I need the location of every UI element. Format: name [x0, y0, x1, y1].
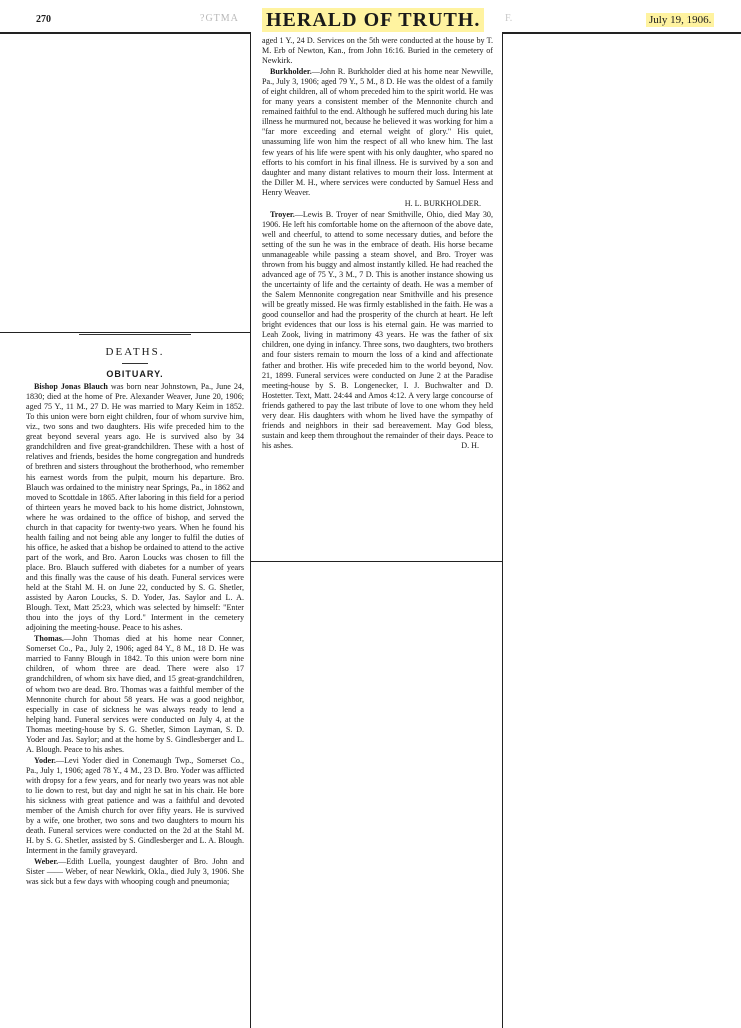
issue-date: July 19, 1906. — [646, 13, 714, 27]
obituary-entry — [262, 210, 493, 451]
left-column — [26, 334, 244, 1026]
obituary-name: Yoder. — [34, 755, 56, 765]
obituary-text: —Edith Luella, youngest daughter of Bro. John and Sister —— Weber, of near Newkirk, Okla., died July 3, 1906. She was sick but a few days with whooping cough and pneumonia; — [26, 857, 244, 887]
faded-header-text-left: ?GTMA — [200, 13, 239, 24]
right-section-rule — [250, 561, 503, 562]
obituary-entry — [26, 857, 244, 887]
deaths-heading: DEATHS. — [105, 346, 165, 358]
masthead-title: HERALD OF TRUTH. — [262, 8, 484, 32]
obituary-entry — [26, 382, 244, 633]
obituary-initials: D. H. — [461, 440, 479, 450]
page-number: 270 — [36, 14, 51, 25]
left-section-top-rule — [0, 332, 250, 333]
obituary-name: Weber. — [34, 857, 59, 867]
obituary-heading: OBITUARY. — [106, 369, 164, 380]
obituary-entry — [262, 67, 493, 198]
deaths-top-rule — [79, 334, 191, 335]
faded-header-text-right: F. — [505, 13, 513, 24]
obituary-entry — [26, 634, 244, 755]
column-divider-left — [250, 32, 251, 1028]
obituary-text: —John Thomas died at his home near Conner, Somerset Co., Pa., July 2, 1906; aged 84 Y., 8 M., 18 D. He was married to Fanny Blough in 1842. To this union were born nine children, of whom three are dead. There were also 17 grandchildren, of whom six have died, and 15 great-grandchildren, of whom two are dead. Bro. Thomas was a faithful member of the Mennonite church for about 58 years. He was a good neighbor, especially in case of sickness he was always ready to lend a helping hand. Funeral services were conducted on July 4, at the Thomas meeting-house by S. G. Shetler, Simon Layman, S. D. Yoder and Jas. Saylor; and at the home by S. Gindlesberger and L. A. Blough. Peace to his ashes. — [26, 634, 244, 754]
column-divider-right — [502, 32, 503, 1028]
obituary-name: Troyer. — [270, 209, 295, 219]
deaths-bottom-rule — [122, 363, 148, 364]
obituary-name: Bishop Jonas Blauch — [34, 382, 108, 392]
obituary-entry — [26, 756, 244, 856]
obituary-text: aged 1 Y., 24 D. Services on the 5th were conducted at the house by T. M. Erb of Newton, Kan., from John 16:16. Buried in the cemetery of Newkirk. — [262, 36, 493, 66]
obituary-name: Burkholder. — [270, 67, 312, 77]
header-rule-right — [503, 32, 741, 34]
obituary-text: —John R. Burkholder died at his home near Newville, Pa., July 3, 1906; aged 79 Y., 5 M., 8 D. He was the oldest of a family of eight children, all of whom preceded him to the spirit world. He was for many years a consistent member of the Mennonite church and remained faithful to the end. Although he suffered much during his late illness he murmured not, because he believed it was working for him a "far more exceeding and eternal weight of glory." His quiet, unassuming life won him the respect of all who knew him. The last few years of his life were spent with his only daughter, who spared no efforts to his comfort in his final illness. He is survived by a son and daughter and many distant relatives to mourn their loss. Interment at the Diller M. H., where services were conducted by Samuel Hess and Henry Weaver. — [262, 67, 493, 197]
page-header — [0, 0, 741, 36]
middle-column — [262, 36, 493, 556]
header-rule-left — [0, 32, 250, 34]
obituary-text: was born near Johnstown, Pa., June 24, 1830; died at the home of Pre. Alexander Weaver, June 20, 1906; aged 75 Y., 11 M., 27 D. He was married to Mary Keim in 1852. To this union were born eight children, four of whom survive him, viz., two sons and two daughters. His wife preceded him to the great beyond several years ago. He is survived also by 34 grandchildren and five great-grandchildren. These with a host of relatives and friends, besides the home congregation and hundreds of brethren and sisters throughout the brotherhood, who remember his earnest words from the pulpit, mourn his departure. Bro. Blauch was ordained to the ministry near Springs, Pa., in 1862 and moved to Scottdale in 1865. After laboring in this field for a period of thirteen years he moved back to his home district, Johnstown, where he was ordained to the office of bishop, and served the church in that capacity for twenty-two years. When he found his health failing and not being able any longer to fulfil the duties of his office, he asked that a bishop be ordained to attend to the active part of the work, and Bro. Aaron Loucks was chosen to fill the place. Bro. Blauch suffered with diabetes for a number of years and this finally was the cause of his death. Funeral services were held at the Stahl M. H. on June 22, conducted by S. G. Shetler, assisted by Aaron Loucks, S. D. Yoder, Jas. Saylor and L. A. Blough. Text, Matt 25:23, which was selected by himself: "Enter thou into the joys of thy Lord." Interment in the cemetery adjoining the meeting-house. Peace to his ashes. — [26, 382, 244, 633]
obituary-text: —Levi Yoder died in Conemaugh Twp., Somerset Co., Pa., July 1, 1906; aged 78 Y., 4 M., 23 D. Bro. Yoder was afflicted with dropsy for a few years, and for nearly two years was not able to lie down to rest, but day and night he sat in his chair. He bore his sickness with great patience and was a faithful and devoted member of the Amish church for over fifty years. He is survived by a wife, one brother, two sons and two daughters to mourn his death. Funeral services were conducted on the 2d at the Stahl M. H. by S. G. Shetler, assisted by S. Gindlesberger and L. A. Blough. Interment in the family graveyard. — [26, 755, 244, 856]
signature: H. L. BURKHOLDER. — [404, 198, 481, 208]
obituary-name: Thomas. — [34, 634, 64, 644]
obituary-entry — [262, 36, 493, 66]
obituary-text: —Lewis B. Troyer of near Smithville, Ohio, died May 30, 1906. He left his comfortable home on the afternoon of the above date, well and cheerful, to attend to some necessary duties, and before the setting of the sun he was in the embrace of death. His horse became unmanageable while passing a steam shovel, and Bro. Troyer was thrown from his buggy and almost instantly killed. He had reached the advanced age of 75 Y., 3 M., 7 D. This is another instance showing us the uncertainty of life and the certainty of death. He was a member of the Salem Mennonite congregation near Smithville and his presence will be greatly missed. He was firmly established in the faith. He was a good counsellor and had the prosperity of the church at heart. He left bright evidences that our loss is his eternal gain. He was married to Leah Zook, living in matrimony 43 years. He was the father of six children, one dying in infancy. Three sons, two daughters, two brothers and four sisters remain to mourn the loss of a kind and affectionate father and brother. His wife preceded him to the world beyond, Nov. 21, 1899. Funeral services were conducted on June 2 at the Paradise meeting-house by S. B. Longenecker, I. J. Buchwalter and D. Hostetter. Text, Matt. 24:44 and Amos 4:12. A very large concourse of friends gathered to pay the last tribute of love to one whom they held very dear. His daughters with whom he lived have the sympathy of friends and neighbors in their sad bereavement. May God bless, sustain and keep them throughout the remainder of their days. Peace to his ashes. — [262, 209, 493, 450]
